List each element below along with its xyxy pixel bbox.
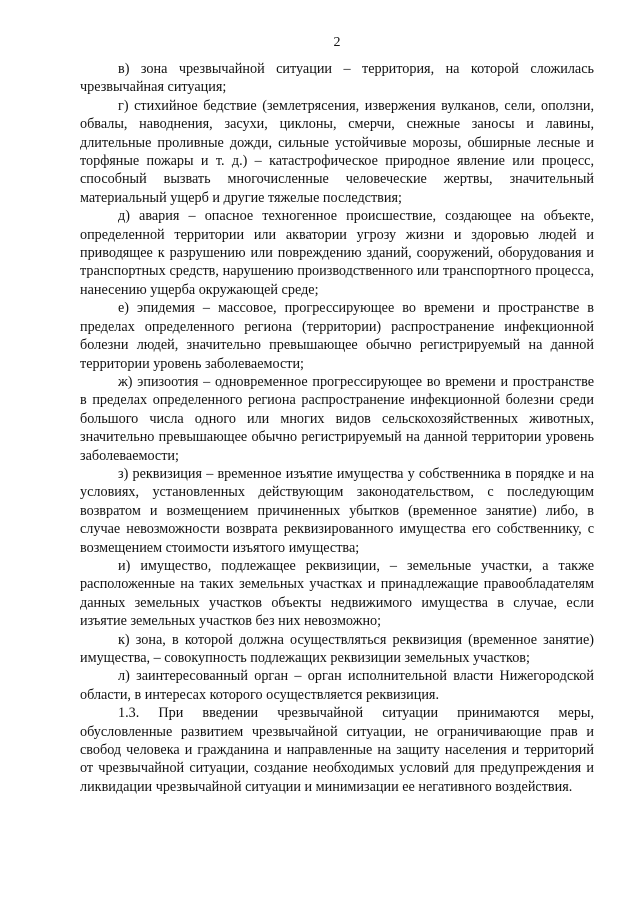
- paragraph-i-property-subject-to-requisition: и) имущество, подлежащее реквизиции, – земельные участки, а также расположенные на таких земельных участках и принадлежащие правообладателям данных земельных участков объекты недвижимого имущества в случае, если изъятие земельных участков без них невозможно;: [80, 557, 594, 630]
- paragraph-e-epidemic: е) эпидемия – массовое, прогрессирующее во времени и пространстве в пределах определенного региона (территории) распространение инфекционной болезни людей, значительно превышающее обычно регистрируемый на данной территории уровень заболеваемости;: [80, 300, 594, 372]
- paragraph-l-interested-body: л) заинтересованный орган – орган исполнительной власти Нижегородской области, в интересах которого осуществляется реквизиция.: [80, 668, 594, 703]
- paragraph-k-requisition-zone: к) зона, в которой должна осуществляться реквизиция (временное занятие) имущества, – совокупность подлежащих реквизиции земельных участков;: [80, 631, 594, 666]
- paragraph-g-natural-disaster: г) стихийное бедствие (землетрясения, извержения вулканов, сели, оползни, обвалы, наводнения, засухи, циклоны, смерчи, снежные заносы и лавины, длительные проливные дожди, сильные устойчивые морозы, обширные лесные и торфяные пожары и т. д.) – катастрофическое природное явление или процесс, способный вызвать многочисленные человеческие жертвы, значительный материальный ущерб и другие тяжелые последствия;: [80, 97, 594, 206]
- paragraph-d-accident: д) авария – опасное техногенное происшествие, создающее на объекте, определенной территории или акватории угрозу жизни и здоровью людей и приводящее к разрушению или повреждению зданий, сооружений, оборудования и транспортных средств, нарушению производственного или транспортного процесса, нанесению ущерба окружающей среде;: [80, 208, 594, 298]
- document-page: [80, 34, 594, 796]
- paragraph-1-3-measures: 1.3. При введении чрезвычайной ситуации принимаются меры, обусловленные развитием чрезвычайной ситуации, не ограничивающие прав и свобод человека и гражданина и направленные на защиту населения и территорий от чрезвычайной ситуации, создание необходимых условий для предупреждения и ликвидации чрезвычайной ситуации и минимизации ее негативного воздействия.: [80, 705, 594, 795]
- paragraph-z-requisition: з) реквизиция – временное изъятие имущества у собственника в порядке и на условиях, установленных действующим законодательством, с последующим возвратом и возмещением причиненных убытков (временное занятие) либо, в случае невозможности возврата реквизированного имущества его собственнику, с возмещением стоимости изъятого имущества;: [80, 465, 594, 556]
- document-body: [80, 60, 594, 796]
- paragraph-v-emergency-zone: в) зона чрезвычайной ситуации – территория, на которой сложилась чрезвычайная ситуация;: [80, 61, 594, 96]
- page-number: 2: [333, 35, 341, 50]
- paragraph-zh-epizootic: ж) эпизоотия – одновременное прогрессирующее во времени и пространстве в пределах определенного региона распространение инфекционной болезни среди большого числа одного или многих видов сельскохозяйственных животных, значительно превышающее обычно регистрируемый на данной территории уровень заболеваемости;: [80, 373, 594, 464]
